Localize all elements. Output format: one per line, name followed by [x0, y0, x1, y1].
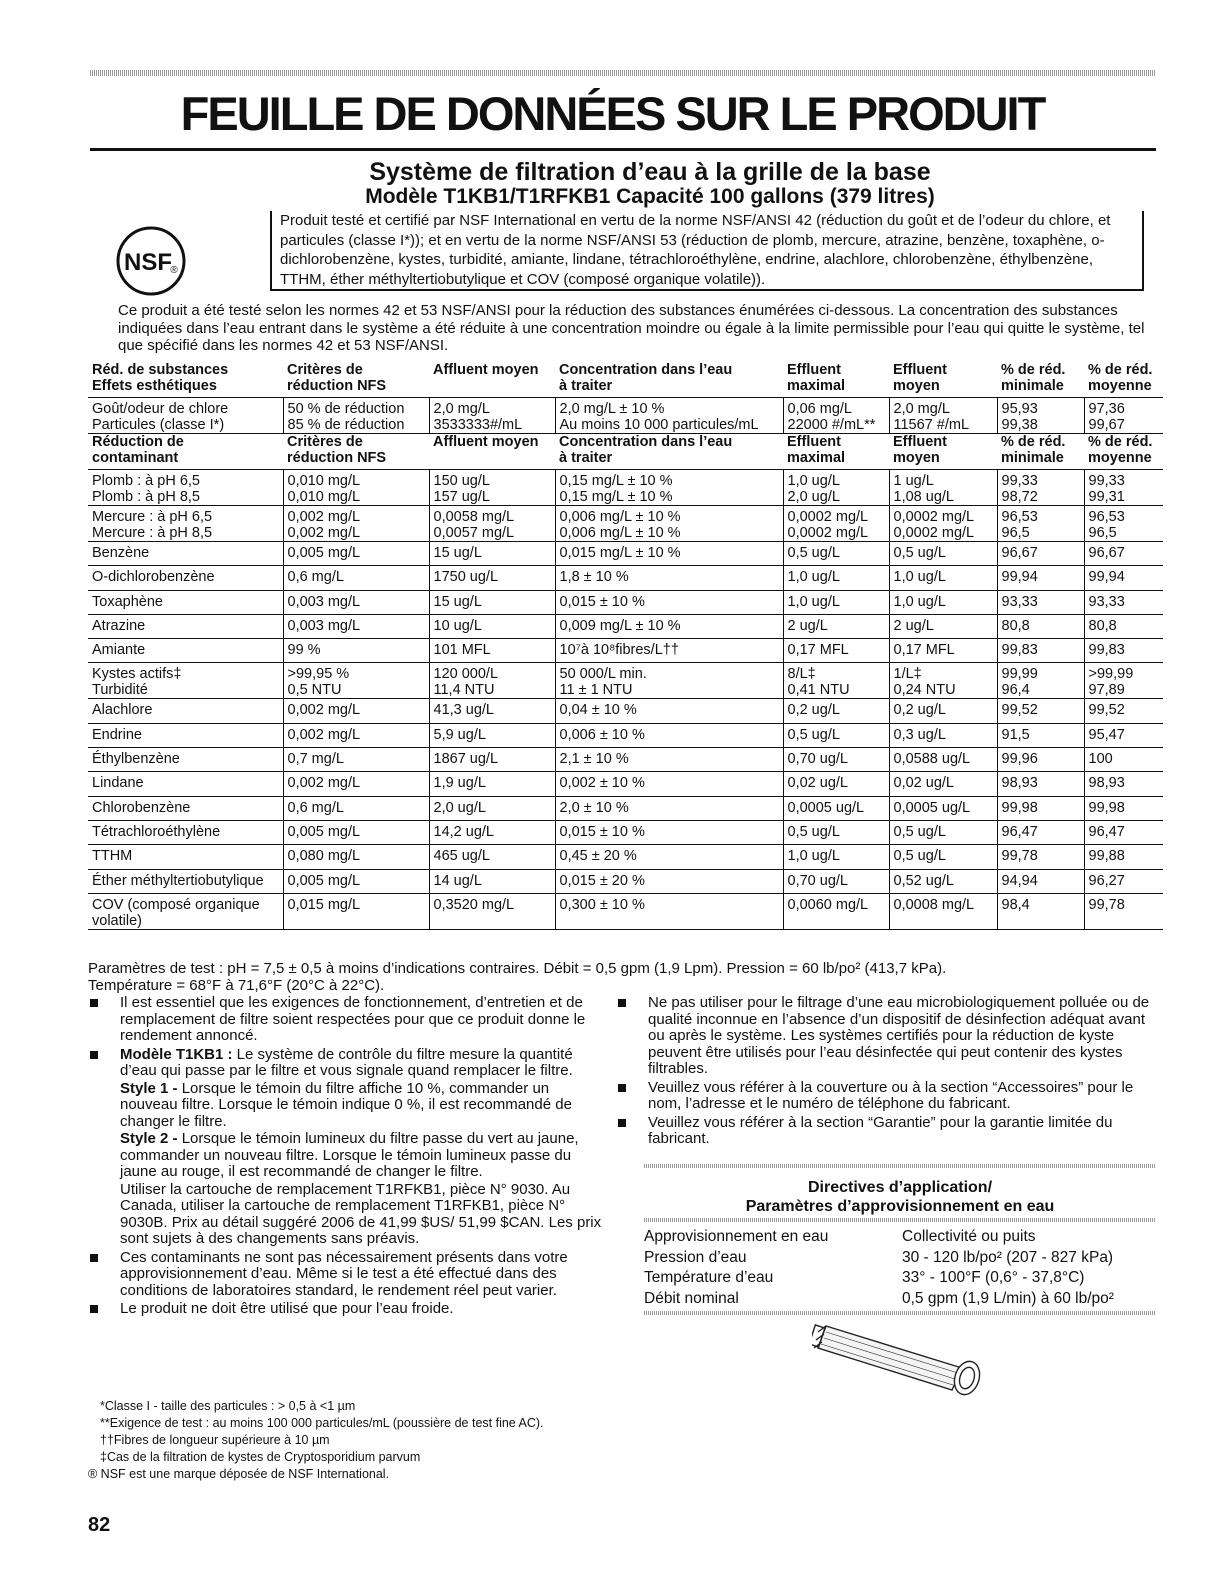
table-cell: 0,6 mg/L: [283, 796, 429, 820]
table-cell: Kystes actifs‡ Turbidité: [88, 663, 283, 699]
style-1-note: Style 1 - Lorsque le témoin du filtre affiche 10 %, commander un nouveau filtre. Lorsque le témoin indique 0 %, il est recommandé de changer le filtre.: [120, 1079, 572, 1130]
table-cell: 0,6 mg/L: [283, 566, 429, 590]
table-cell: 101 MFL: [429, 639, 555, 663]
header-cell: Réduction de contaminant: [92, 434, 184, 466]
table-cell: 1,8 ± 10 %: [555, 566, 783, 590]
table-header-aesthetic: [88, 362, 1163, 398]
table-cell: 0,005 mg/L: [283, 869, 429, 893]
header-cell: % de réd. moyenne: [1088, 434, 1153, 466]
table-cell: 465 ug/L: [429, 845, 555, 869]
table-cell: 0,0002 mg/L 0,0002 mg/L: [889, 506, 997, 542]
list-item: Ces contaminants ne sont pas nécessairement présents dans votre approvisionnement d’eau. Même si le test a été effectué dans des conditions de laboratoires standard, le rendement réel peut varier.: [88, 1250, 608, 1300]
table-cell: Alachlore: [88, 699, 283, 723]
table-cell: 8/L‡ 0,41 NTU: [783, 663, 889, 699]
table-cell: 98,93: [997, 772, 1084, 796]
table-cell: O-dichlorobenzène: [88, 566, 283, 590]
table-row: [88, 723, 1163, 747]
table-cell: 99,83: [1084, 639, 1163, 663]
header-cell: Effluent maximal: [787, 362, 846, 394]
application-row: Débit nominal 0,5 gpm (1,9 L/min) à 60 lb/po²: [644, 1289, 1114, 1307]
table-cell: 1867 ug/L: [429, 748, 555, 772]
table-cell: 0,5 ug/L: [783, 542, 889, 566]
table-cell: 1,9 ug/L: [429, 772, 555, 796]
table-cell: 0,003 mg/L: [283, 590, 429, 614]
table-cell: 99,98: [997, 796, 1084, 820]
table-cell: 0,015 ± 10 %: [555, 590, 783, 614]
test-parameters-line: Température = 68°F à 71,6°F (20°C à 22°C).: [88, 977, 385, 994]
table-cell: 0,17 MFL: [783, 639, 889, 663]
page-number: 82: [88, 1514, 111, 1536]
table-cell: 0,080 mg/L: [283, 845, 429, 869]
table-cell: COV (composé organique volatile): [88, 893, 283, 929]
table-cell: 0,17 MFL: [889, 639, 997, 663]
footnote: ® NSF est une marque déposée de NSF International.: [88, 1467, 390, 1481]
nsf-logo-text: NSF: [124, 249, 172, 276]
table-cell: 0,015 ± 20 %: [555, 869, 783, 893]
footnotes: [88, 1398, 708, 1483]
table-cell: 120 000/L 11,4 NTU: [429, 663, 555, 699]
table-cell: 0,02 ug/L: [889, 772, 997, 796]
table-cell: 98,93: [1084, 772, 1163, 796]
table-cell: 2,0 mg/L 3533333#/mL: [429, 398, 555, 434]
table-row: [88, 772, 1163, 796]
table-cell: 100: [1084, 748, 1163, 772]
certification-box: Produit testé et certifié par NSF International en vertu de la norme NSF/ANSI 42 (réduction du goût et de l’odeur du chlore, et particules (classe I*)); et en vertu de la norme NSF/ANSI 53 (réduction de plomb, mercure, atrazine, benzène, toxaphène, o-dichlorobenzène, kystes, turbidité, amiante, lindane, tétrachloroéthylène, endrine, alachlore, chlorobenzène, éthylbenzène, TTHM, éther méthyltertiobutylique et COV (composé organique volatile)).: [270, 211, 1144, 291]
top-hatch-rule: [90, 70, 1156, 76]
list-item: Le produit ne doit être utilisé que pour l’eau froide.: [88, 1301, 608, 1318]
bullet-square-icon: [90, 1051, 98, 1059]
table-cell: 0,009 mg/L ± 10 %: [555, 614, 783, 638]
table-row: [88, 796, 1163, 820]
table-cell: 99,96: [997, 748, 1084, 772]
list-item: Veuillez vous référer à la couverture ou à la section “Accessoires” pour le nom, l’adresse et le numéro de téléphone du fabricant.: [616, 1080, 1156, 1113]
header-cell: Concentration dans l’eau à traiter: [559, 362, 733, 394]
title-rule: [90, 148, 1156, 151]
header-cell: Effluent maximal: [787, 434, 846, 466]
table-cell: 99,33 98,72: [997, 470, 1084, 506]
table-cell: 0,2 ug/L: [889, 699, 997, 723]
table-cell: 2,1 ± 10 %: [555, 748, 783, 772]
table-cell: 5,9 ug/L: [429, 723, 555, 747]
table-cell: 0,300 ± 10 %: [555, 893, 783, 929]
table-row: [88, 506, 1163, 542]
header-cell: Critères de réduction NFS: [287, 434, 387, 466]
header-cell: % de réd. minimale: [1001, 362, 1066, 394]
table-cell: 0,3 ug/L: [889, 723, 997, 747]
table-cell: 96,47: [997, 820, 1084, 844]
list-item: Veuillez vous référer à la section “Garantie” pour la garantie limitée du fabricant.: [616, 1115, 1156, 1148]
table-row: [88, 566, 1163, 590]
table-cell: 2,0 ug/L: [429, 796, 555, 820]
table-cell: 0,006 ± 10 %: [555, 723, 783, 747]
test-parameters: [88, 960, 1163, 994]
table-cell: 0,45 ± 20 %: [555, 845, 783, 869]
table-row: [88, 893, 1163, 929]
table-cell: Endrine: [88, 723, 283, 747]
table-cell: 99,88: [1084, 845, 1163, 869]
table-cell: 99,94: [1084, 566, 1163, 590]
table-cell: 50 % de réduction 85 % de réduction: [283, 398, 429, 434]
table-cell: Atrazine: [88, 614, 283, 638]
table-cell: 96,27: [1084, 869, 1163, 893]
footnote: **Exigence de test : au moins 100 000 particules/mL (poussière de test fine AC).: [100, 1416, 544, 1430]
performance-data-table: [88, 362, 1163, 930]
list-item: Modèle T1KB1 : Le système de contrôle du filtre mesure la quantité d’eau qui passe par le filtre et vous signale quand remplacer le filtre. Style 1 - Lorsque le témoin du filtre affiche 10 %, commander un nouveau filtre. Lorsque le témoin indique 0 %, il est recommandé de changer le filtre. Style 2 - Lorsque le témoin lumineux du filtre passe du vert au jaune, commander un nouveau filtre. Lorsque le témoin lumineux passe du jaune au rouge, il est recommandé de changer le filtre. Utiliser la cartouche de remplacement T1RFKB1, pièce N° 9030. Au Canada, utiliser la cartouche de remplacement T1RFKB1, pièce N° 9030B. Prix au détail suggéré 2006 de 41,99 $US/ 51,99 $CAN. Les prix sont sujets à des changements sans préavis.: [88, 1047, 608, 1248]
table-row: [88, 820, 1163, 844]
table-cell: 0,002 mg/L: [283, 772, 429, 796]
application-hatch-rule: [644, 1218, 1156, 1222]
table-header-contaminant: [88, 434, 1163, 470]
table-cell: 0,0002 mg/L 0,0002 mg/L: [783, 506, 889, 542]
contaminant-rows: [88, 470, 1163, 930]
table-cell: 0,7 mg/L: [283, 748, 429, 772]
table-cell: 0,06 mg/L 22000 #/mL**: [783, 398, 889, 434]
table-cell: 80,8: [1084, 614, 1163, 638]
table-cell: 93,33: [1084, 590, 1163, 614]
table-cell: 99,94: [997, 566, 1084, 590]
model-capacity-line: Modèle T1KB1/T1RFKB1 Capacité 100 gallons (379 litres): [365, 185, 935, 208]
table-cell: 0,0008 mg/L: [889, 893, 997, 929]
table-cell: 99,78: [997, 845, 1084, 869]
table-cell: >99,95 % 0,5 NTU: [283, 663, 429, 699]
table-cell: 150 ug/L 157 ug/L: [429, 470, 555, 506]
table-cell: 0,5 ug/L: [889, 542, 997, 566]
application-hatch-rule: [644, 1311, 1156, 1315]
footnote: *Classe I - taille des particules : > 0,5 à <1 µm: [100, 1399, 356, 1413]
table-cell: 95,47: [1084, 723, 1163, 747]
left-notes-column: [88, 995, 608, 1320]
table-cell: 99,52: [997, 699, 1084, 723]
application-row: Température d’eau 33° - 100°F (0,6° - 37,8°C): [644, 1269, 1085, 1286]
list-item: Ne pas utiliser pour le filtrage d’une eau microbiologiquement polluée ou de qualité inconnue en l’absence d’un dispositif de désinfection adéquat avant ou après le système. Les systèmes certifiés pour la réduction de kyste peuvent être utilisés pour l’eau désinfectée qui peut contenir des kystes filtrables.: [616, 995, 1156, 1078]
table-row: [88, 590, 1163, 614]
table-cell: 2 ug/L: [889, 614, 997, 638]
style-2-note: Style 2 - Lorsque le témoin lumineux du filtre passe du vert au jaune, commander un nouveau filtre. Lorsque le témoin lumineux passe du jaune au rouge, il est recommandé de changer le filtre.: [120, 1130, 579, 1180]
header-cell: Effluent moyen: [893, 362, 947, 394]
table-row: [88, 869, 1163, 893]
table-cell: Benzène: [88, 542, 283, 566]
table-cell: 1,0 ug/L: [783, 566, 889, 590]
table-cell: 0,0058 mg/L 0,0057 mg/L: [429, 506, 555, 542]
table-cell: 0,0060 mg/L: [783, 893, 889, 929]
table-row: [88, 699, 1163, 723]
application-title: Directives d’application/ Paramètres d’approvisionnement en eau: [745, 1179, 1055, 1215]
table-cell: 96,67: [1084, 542, 1163, 566]
table-cell: 0,04 ± 10 %: [555, 699, 783, 723]
table-cell: Éthylbenzène: [88, 748, 283, 772]
table-row-aesthetic: [88, 398, 1163, 434]
table-cell: 96,53 96,5: [997, 506, 1084, 542]
header-cell: % de réd. moyenne: [1088, 362, 1153, 394]
page-title: FEUILLE DE DONNÉES SUR LE PRODUIT: [180, 87, 1045, 140]
nsf-logo-mark: ®: [170, 265, 178, 276]
table-cell: 99,78: [1084, 893, 1163, 929]
table-cell: 95,93 99,38: [997, 398, 1084, 434]
table-cell: 1750 ug/L: [429, 566, 555, 590]
table-row: [88, 845, 1163, 869]
header-cell: Affluent moyen: [433, 362, 539, 378]
table-cell: 1/L‡ 0,24 NTU: [889, 663, 997, 699]
table-cell: 96,47: [1084, 820, 1163, 844]
table-cell: 1,0 ug/L: [783, 845, 889, 869]
table-cell: 0,52 ug/L: [889, 869, 997, 893]
bullet-square-icon: [90, 999, 98, 1007]
table-cell: 1,0 ug/L: [889, 566, 997, 590]
table-cell: 0,005 mg/L: [283, 542, 429, 566]
header-cell: % de réd. minimale: [1001, 434, 1066, 466]
table-cell: 0,010 mg/L 0,010 mg/L: [283, 470, 429, 506]
filter-cartridge-icon: [812, 1318, 992, 1396]
table-row: [88, 663, 1163, 699]
table-cell: 93,33: [997, 590, 1084, 614]
table-cell: 0,02 ug/L: [783, 772, 889, 796]
table-cell: 0,3520 mg/L: [429, 893, 555, 929]
header-cell: Affluent moyen: [433, 434, 539, 450]
table-cell: Plomb : à pH 6,5 Plomb : à pH 8,5: [88, 470, 283, 506]
table-cell: 2,0 ± 10 %: [555, 796, 783, 820]
table-cell: 0,0005 ug/L: [783, 796, 889, 820]
table-cell: 80,8: [997, 614, 1084, 638]
table-row: [88, 470, 1163, 506]
table-cell: Éther méthyltertiobutylique: [88, 869, 283, 893]
footnote: ††Fibres de longueur supérieure à 10 µm: [100, 1433, 330, 1447]
test-parameters-line: Paramètres de test : pH = 7,5 ± 0,5 à moins d’indications contraires. Débit = 0,5 gpm (1,9 Lpm). Pression = 60 lb/po² (413,7 kPa).: [88, 960, 947, 977]
table-cell: 0,015 mg/L: [283, 893, 429, 929]
header-cell: Concentration dans l’eau à traiter: [559, 434, 733, 466]
application-parameters: [644, 1227, 1156, 1309]
table-cell: 91,5: [997, 723, 1084, 747]
table-cell: 0,5 ug/L: [783, 723, 889, 747]
table-cell: 96,53 96,5: [1084, 506, 1163, 542]
table-row: [88, 748, 1163, 772]
table-cell: 94,94: [997, 869, 1084, 893]
table-cell: 99 %: [283, 639, 429, 663]
right-notes-column: [616, 995, 1156, 1150]
table-cell: 0,005 mg/L: [283, 820, 429, 844]
table-cell: 99,52: [1084, 699, 1163, 723]
application-row: Pression d’eau 30 - 120 lb/po² (207 - 827 kPa): [644, 1248, 1114, 1266]
table-cell: 1,0 ug/L: [889, 590, 997, 614]
table-cell: Goût/odeur de chlore Particules (classe I*): [88, 398, 283, 434]
table-cell: 0,002 mg/L: [283, 723, 429, 747]
table-cell: Amiante: [88, 639, 283, 663]
table-cell: 14 ug/L: [429, 869, 555, 893]
table-cell: 0,0588 ug/L: [889, 748, 997, 772]
table-cell: 98,4: [997, 893, 1084, 929]
table-cell: Lindane: [88, 772, 283, 796]
table-cell: 1 ug/L 1,08 ug/L: [889, 470, 997, 506]
table-cell: 2,0 mg/L 11567 #/mL: [889, 398, 997, 434]
header-cell: Critères de réduction NFS: [287, 362, 387, 394]
table-cell: Mercure : à pH 6,5 Mercure : à pH 8,5: [88, 506, 283, 542]
table-cell: 0,70 ug/L: [783, 869, 889, 893]
bullet-square-icon: [618, 999, 626, 1007]
table-cell: Tétrachloroéthylène: [88, 820, 283, 844]
product-subtitle: Système de filtration d’eau à la grille de la base: [369, 158, 931, 186]
replacement-note: Utiliser la cartouche de remplacement T1RFKB1, pièce N° 9030. Au Canada, utiliser la cartouche de remplacement T1RFKB1, pièce N° 9030B. Prix au détail suggéré 2006 de 41,99 $US/ 51,99 $CAN. Les prix sont sujets à des changements sans préavis.: [120, 1180, 602, 1247]
table-cell: 0,002 ± 10 %: [555, 772, 783, 796]
bullet-square-icon: [618, 1119, 626, 1127]
table-cell: >99,99 97,89: [1084, 663, 1163, 699]
table-cell: 0,5 ug/L: [783, 820, 889, 844]
table-cell: 10 ug/L: [429, 614, 555, 638]
list-item: Il est essentiel que les exigences de fonctionnement, d’entretien et de remplacement de filtre soient respectées pour que ce produit donne le rendement annoncé.: [88, 995, 608, 1045]
table-row: [88, 639, 1163, 663]
table-cell: 41,3 ug/L: [429, 699, 555, 723]
application-row: Approvisionnement en eau Collectivité ou puits: [644, 1228, 1036, 1245]
table-cell: 2 ug/L: [783, 614, 889, 638]
bullet-square-icon: [90, 1254, 98, 1262]
table-cell: 0,5 ug/L: [889, 820, 997, 844]
table-cell: 99,99 96,4: [997, 663, 1084, 699]
table-cell: 15 ug/L: [429, 590, 555, 614]
table-cell: 50 000/L min. 11 ± 1 NTU: [555, 663, 783, 699]
header-cell: Réd. de substances Effets esthétiques: [92, 362, 229, 394]
application-hatch-rule: [644, 1164, 1156, 1168]
table-cell: 0,003 mg/L: [283, 614, 429, 638]
table-cell: 0,15 mg/L ± 10 % 0,15 mg/L ± 10 %: [555, 470, 783, 506]
table-row: [88, 542, 1163, 566]
table-cell: 0,015 ± 10 %: [555, 820, 783, 844]
table-cell: 0,002 mg/L: [283, 699, 429, 723]
table-cell: 14,2 ug/L: [429, 820, 555, 844]
table-cell: 0,015 mg/L ± 10 %: [555, 542, 783, 566]
bullet-square-icon: [90, 1305, 98, 1313]
intro-paragraph: Ce produit a été testé selon les normes 42 et 53 NSF/ANSI pour la réduction des substances énumérées ci-dessous. La concentration des substances indiquées dans l’eau entrant dans le système a été réduite à une concentration moindre ou égale à la limite permissible pour l’eau qui quitte le système, tel que spécifié dans les normes 42 et 53 NSF/ANSI.: [118, 302, 1145, 354]
table-cell: 2,0 mg/L ± 10 % Au moins 10 000 particules/mL: [555, 398, 783, 434]
table-cell: 0,2 ug/L: [783, 699, 889, 723]
table-cell: 0,002 mg/L 0,002 mg/L: [283, 506, 429, 542]
table-cell: 99,98: [1084, 796, 1163, 820]
table-row: [88, 614, 1163, 638]
footnote: ‡Cas de la filtration de kystes de Cryptosporidium parvum: [100, 1450, 421, 1464]
table-cell: 15 ug/L: [429, 542, 555, 566]
header-cell: Effluent moyen: [893, 434, 947, 466]
table-cell: Toxaphène: [88, 590, 283, 614]
table-cell: 96,67: [997, 542, 1084, 566]
table-cell: 99,83: [997, 639, 1084, 663]
nsf-logo-icon: [114, 224, 188, 298]
table-cell: 0,5 ug/L: [889, 845, 997, 869]
table-cell: 99,33 99,31: [1084, 470, 1163, 506]
table-cell: 97,36 99,67: [1084, 398, 1163, 434]
bullet-square-icon: [618, 1084, 626, 1092]
table-cell: 0,70 ug/L: [783, 748, 889, 772]
table-cell: TTHM: [88, 845, 283, 869]
table-cell: 10⁷à 10⁸fibres/L††: [555, 639, 783, 663]
table-cell: 1,0 ug/L: [783, 590, 889, 614]
table-cell: 1,0 ug/L 2,0 ug/L: [783, 470, 889, 506]
table-cell: 0,0005 ug/L: [889, 796, 997, 820]
table-cell: 0,006 mg/L ± 10 % 0,006 mg/L ± 10 %: [555, 506, 783, 542]
table-cell: Chlorobenzène: [88, 796, 283, 820]
